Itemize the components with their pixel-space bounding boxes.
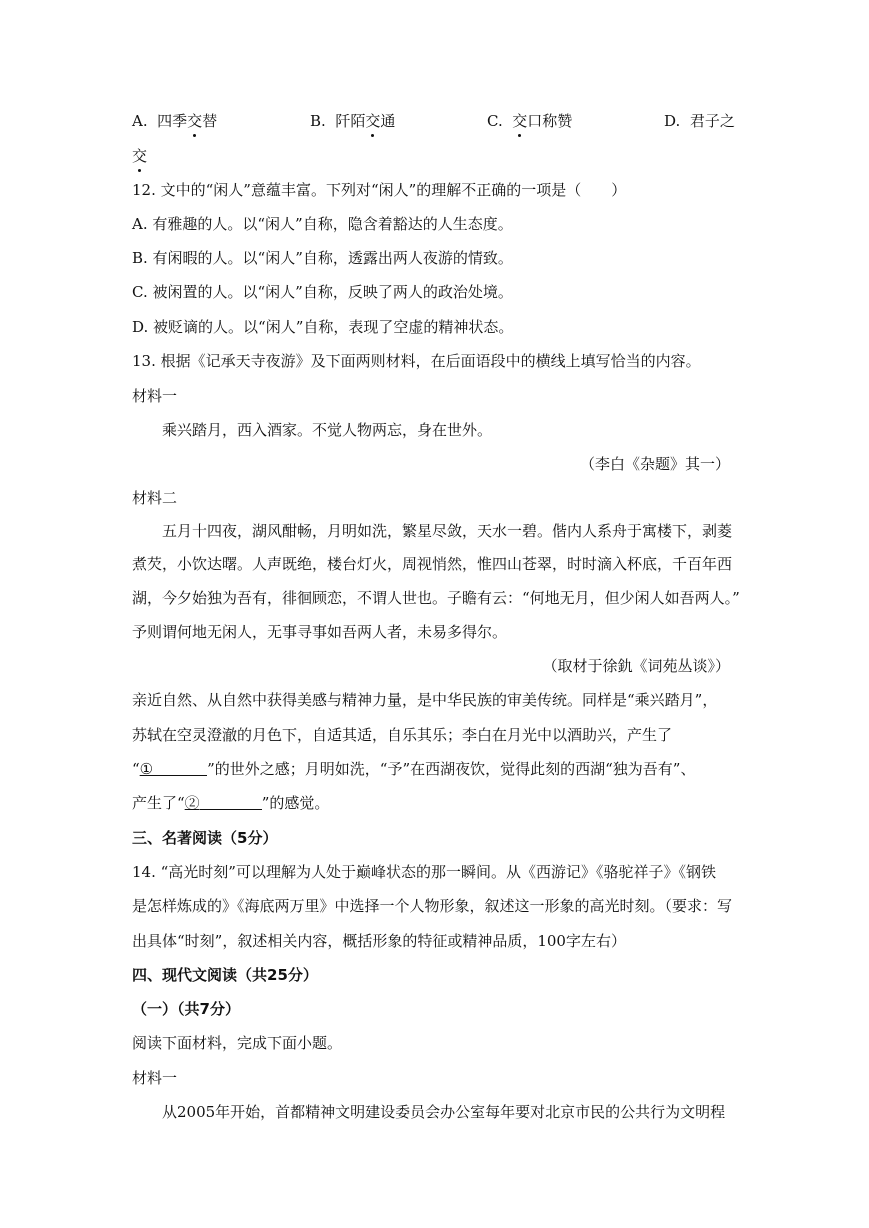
q12-option-c: C. 被闲置的人。以“闲人”自称，反映了两人的政治处境。	[132, 283, 513, 301]
blank-marker-2: ②	[184, 794, 200, 812]
q13-stem: 13. 根据《记承天寺夜游》及下面两则材料，在后面语段中的横线上填写恰当的内容。	[132, 352, 701, 370]
fill-in-blank-1[interactable]	[153, 761, 207, 776]
q13-material2-line: 煮芡，小饮达曙。人声既绝，楼台灯火，周视悄然，惟四山苍翠，时时滴入杯底，千百年西	[132, 555, 733, 573]
q12-stem: 12. 文中的“闲人”意蕴丰富。下列对“闲人”的理解不正确的一项是（ ）	[132, 181, 627, 199]
emphasis-dot-char: 交	[187, 112, 203, 130]
section4-material1-text: 从2005年开始，首都精神文明建设委员会办公室每年要对北京市民的公共行为文明程	[162, 1103, 726, 1121]
section4-subheading: （一）（共7分）	[132, 1000, 240, 1018]
q14-line: 是怎样炼成的》《海底两万里》中选择一个人物形象，叙述这一形象的高光时刻。（要求：写	[132, 897, 733, 915]
q13-material2-source: （取材于徐釚《词苑丛谈》）	[542, 657, 730, 675]
emphasis-dot-char: 交	[365, 112, 381, 130]
q13-material2-line: 五月十四夜，湖风酣畅，月明如洗，繁星尽敛，天水一碧。偕内人系舟于寓楼下，剥菱	[162, 522, 733, 540]
q12-option-d: D. 被贬谪的人。以“闲人”自称，表现了空虚的精神状态。	[132, 318, 514, 336]
section4-heading: 四、现代文阅读（共25分）	[132, 966, 318, 984]
q11-option-a: A. 四季交替	[132, 112, 218, 130]
q13-material1-source: （李白《杂题》其一）	[579, 455, 730, 473]
q12-option-b: B. 有闲暇的人。以“闲人”自称，透露出两人夜游的情致。	[132, 249, 513, 267]
blank-marker-1: ①	[139, 760, 154, 778]
q13-material1-text: 乘兴踏月，西入酒家。不觉人物两忘，身在世外。	[162, 421, 493, 439]
q12-option-a: A. 有雅趣的人。以“闲人”自称，隐含着豁达的人生态度。	[132, 215, 513, 233]
q13-material2-line: 予则谓何地无闲人，无事寻事如吾两人者，未易多得尔。	[132, 623, 508, 641]
q13-paragraph-line-blank2: 产生了“② ”的感觉。	[132, 794, 330, 812]
section3-heading: 三、名著阅读（5分）	[132, 829, 278, 847]
q14-line: 出具体“时刻”，叙述相关内容，概括形象的特征或精神品质，100字左右）	[132, 932, 626, 950]
q11-option-c: C. 交口称赞	[487, 112, 573, 130]
emphasis-dot-char: 交	[132, 147, 148, 165]
section4-material1-title: 材料一	[132, 1069, 178, 1087]
q11-option-d: D. 君子之	[664, 112, 735, 130]
q13-paragraph-line-blank1: “① ”的世外之感；月明如洗，“予”在西湖夜饮，觉得此刻的西湖“独为吾有”、	[132, 760, 696, 778]
fill-in-blank-2[interactable]	[200, 795, 262, 810]
q11-option-d-wrap	[132, 146, 147, 166]
q14-line: 14. “高光时刻”可以理解为人处于巅峰状态的那一瞬间。从《西游记》《骆驼祥子》《钢铁	[132, 863, 716, 881]
q13-paragraph-line: 苏轼在空灵澄澈的月色下，自适其适，自乐其乐；李白在月光中以酒助兴，产生了	[132, 726, 673, 744]
q11-option-b: B. 阡陌交通	[310, 112, 396, 130]
q13-material2-title: 材料二	[132, 489, 178, 507]
q13-material2-line: 湖，今夕始独为吾有，徘徊顾恋，不谓人世也。子瞻有云：“何地无月，但少闲人如吾两人。”	[132, 589, 740, 607]
q13-paragraph-line: 亲近自然、从自然中获得美感与精神力量，是中华民族的审美传统。同样是“乘兴踏月”，	[132, 691, 718, 709]
emphasis-dot-char: 交	[512, 112, 528, 130]
q13-material1-title: 材料一	[132, 387, 178, 405]
section4-instruction: 阅读下面材料，完成下面小题。	[132, 1034, 343, 1052]
